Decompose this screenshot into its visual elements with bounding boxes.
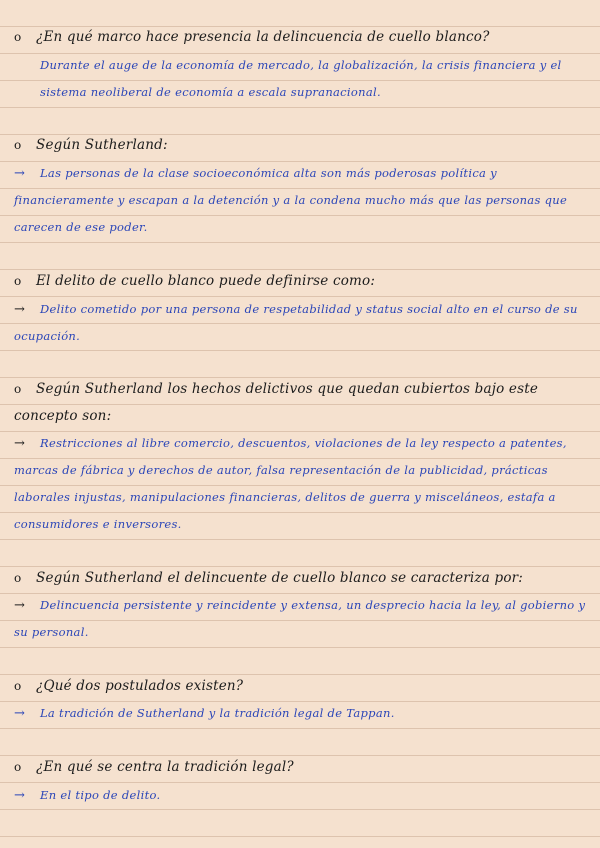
answer-7 <box>14 782 588 809</box>
arrow-icon: → <box>14 302 26 317</box>
answer-5 <box>14 592 588 646</box>
arrow-icon <box>14 52 40 79</box>
arrow-icon: → <box>14 788 26 803</box>
answer-2 <box>14 160 588 241</box>
question-2 <box>14 132 590 159</box>
arrow-icon: → <box>14 436 26 451</box>
bullet-icon: o <box>14 382 22 396</box>
question-4-text: Según Sutherland los hechos delictivos que quedan cubiertos bajo este concepto son: <box>14 381 539 424</box>
question-3-text: El delito de cuello blanco puede definirse como: <box>36 273 376 289</box>
question-3 <box>14 268 590 295</box>
bullet-icon: o <box>14 571 22 585</box>
arrow-icon: → <box>14 706 26 721</box>
question-7 <box>14 754 590 781</box>
answer-1 <box>14 52 588 106</box>
answer-5-text: Delincuencia persistente y reincidente y extensa, un desprecio hacia la ley, al gobierno y su personal. <box>14 598 586 639</box>
answer-3-text: Delito cometido por una persona de respetabilidad y status social alto en el curso de su ocupación. <box>14 302 578 343</box>
answer-6 <box>14 700 588 727</box>
arrow-icon: → <box>14 598 26 613</box>
question-6-text: ¿Qué dos postulados existen? <box>36 678 244 694</box>
answer-2-text: Las personas de la clase socioeconómica alta son más poderosas política y financieramente y escapan a la detención y a la condena mucho más que las personas que carecen de ese poder. <box>14 166 568 234</box>
answer-4-text: Restricciones al libre comercio, descuentos, violaciones de la ley respecto a patentes, marcas de fábrica y derechos de autor, falsa representación de la publicidad, prácticas laborales injustas, manipulaciones financieras, delitos de guerra y misceláneos, estafa a consumidores e inversores. <box>14 436 567 531</box>
question-5-text: Según Sutherland el delincuente de cuello blanco se caracteriza por: <box>36 570 524 586</box>
answer-4 <box>14 430 588 538</box>
answer-7-text: En el tipo de delito. <box>40 788 161 802</box>
answer-3 <box>14 296 588 350</box>
question-6 <box>14 673 590 700</box>
bullet-icon: o <box>14 274 22 288</box>
arrow-icon: → <box>14 166 26 181</box>
question-1-text: ¿En qué marco hace presencia la delincuencia de cuello blanco? <box>36 29 490 45</box>
bullet-icon: o <box>14 679 22 693</box>
answer-6-text: La tradición de Sutherland y la tradición legal de Tappan. <box>40 706 395 720</box>
question-1 <box>14 24 590 51</box>
question-7-text: ¿En qué se centra la tradición legal? <box>36 759 294 775</box>
bullet-icon: o <box>14 138 22 152</box>
bullet-icon: o <box>14 760 22 774</box>
question-4 <box>14 376 590 430</box>
question-5 <box>14 565 590 592</box>
bullet-icon: o <box>14 30 22 44</box>
question-2-text: Según Sutherland: <box>36 137 168 153</box>
answer-1-text: Durante el auge de la economía de mercado, la globalización, la crisis financiera y el sistema neoliberal de economía a escala supranacional. <box>40 58 562 99</box>
